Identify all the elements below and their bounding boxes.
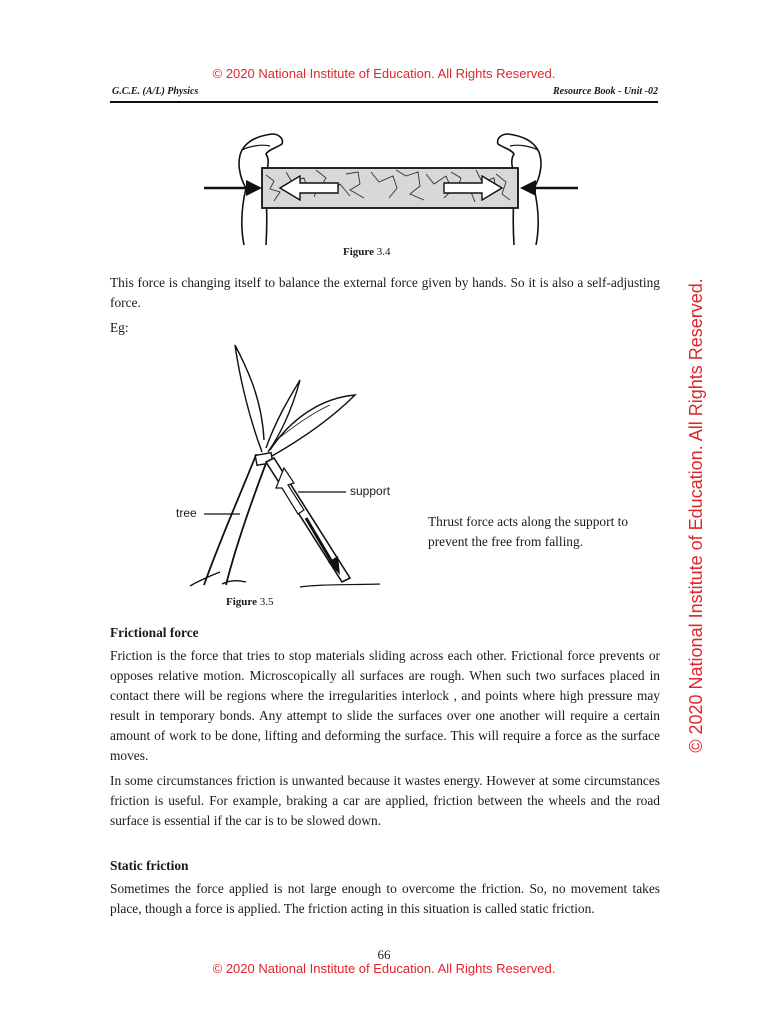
copyright-notice-top: © 2020 National Institute of Education. All Rights Reserved.	[212, 66, 556, 81]
page-number: 66	[377, 947, 391, 962]
figure-3-5-caption: Figure 3.5	[226, 596, 274, 608]
tree-trunk	[204, 455, 268, 585]
paragraph-self-adjusting: This force is changing itself to balance the external force given by hands. So it is also a self-adjusting force.	[110, 275, 660, 310]
tree-label: tree	[176, 506, 197, 520]
heading-frictional-force: Frictional force	[110, 625, 199, 640]
leaf-icon	[235, 345, 264, 452]
running-head	[112, 86, 658, 97]
header-rule	[110, 101, 658, 103]
paragraph-friction-usefulness: In some circumstances friction is unwanted because it wastes energy. However at some circumstances friction is useful. For example, braking a car are applied, friction between the wheels and the road surface is essential if the car is to be slowed down.	[110, 773, 660, 828]
copyright-notice-bottom: © 2020 National Institute of Education. All Rights Reserved.	[212, 961, 556, 976]
paragraph-friction-definition: Friction is the force that tries to stop materials sliding across each other. Frictional force prevents or opposes relative motion. Microscopically all surfaces are rough. When such two surfaces placed in contact there will be regions where the irregularities interlock , and points where high pressure may result in temporary bonds. Any attempt to slide the surfaces over one another will require a certain amount of work to be done, lifting and deforming the surface. This will require a force as the surface moves.	[110, 648, 660, 763]
header-subject: G.C.E. (A/L) Physics	[112, 86, 199, 97]
paragraph-static-friction: Sometimes the force applied is not large enough to overcome the friction. So, no movement takes place, though a force is applied. The friction acting in this situation is called static friction.	[110, 881, 660, 916]
thrust-force-caption: Thrust force acts along the support to prevent the free from falling.	[428, 514, 629, 549]
figure-3-4-illustration	[196, 120, 586, 260]
example-label: Eg:	[110, 320, 129, 335]
figure-3-5-illustration	[180, 340, 420, 595]
copyright-notice-side: © 2020 National Institute of Education. All Rights Reserved.	[685, 277, 706, 753]
support-label: support	[350, 484, 391, 498]
header-book: Resource Book - Unit -02	[553, 86, 658, 97]
figure-3-4-caption: Figure 3.4	[343, 246, 391, 258]
heading-static-friction: Static friction	[110, 858, 189, 873]
